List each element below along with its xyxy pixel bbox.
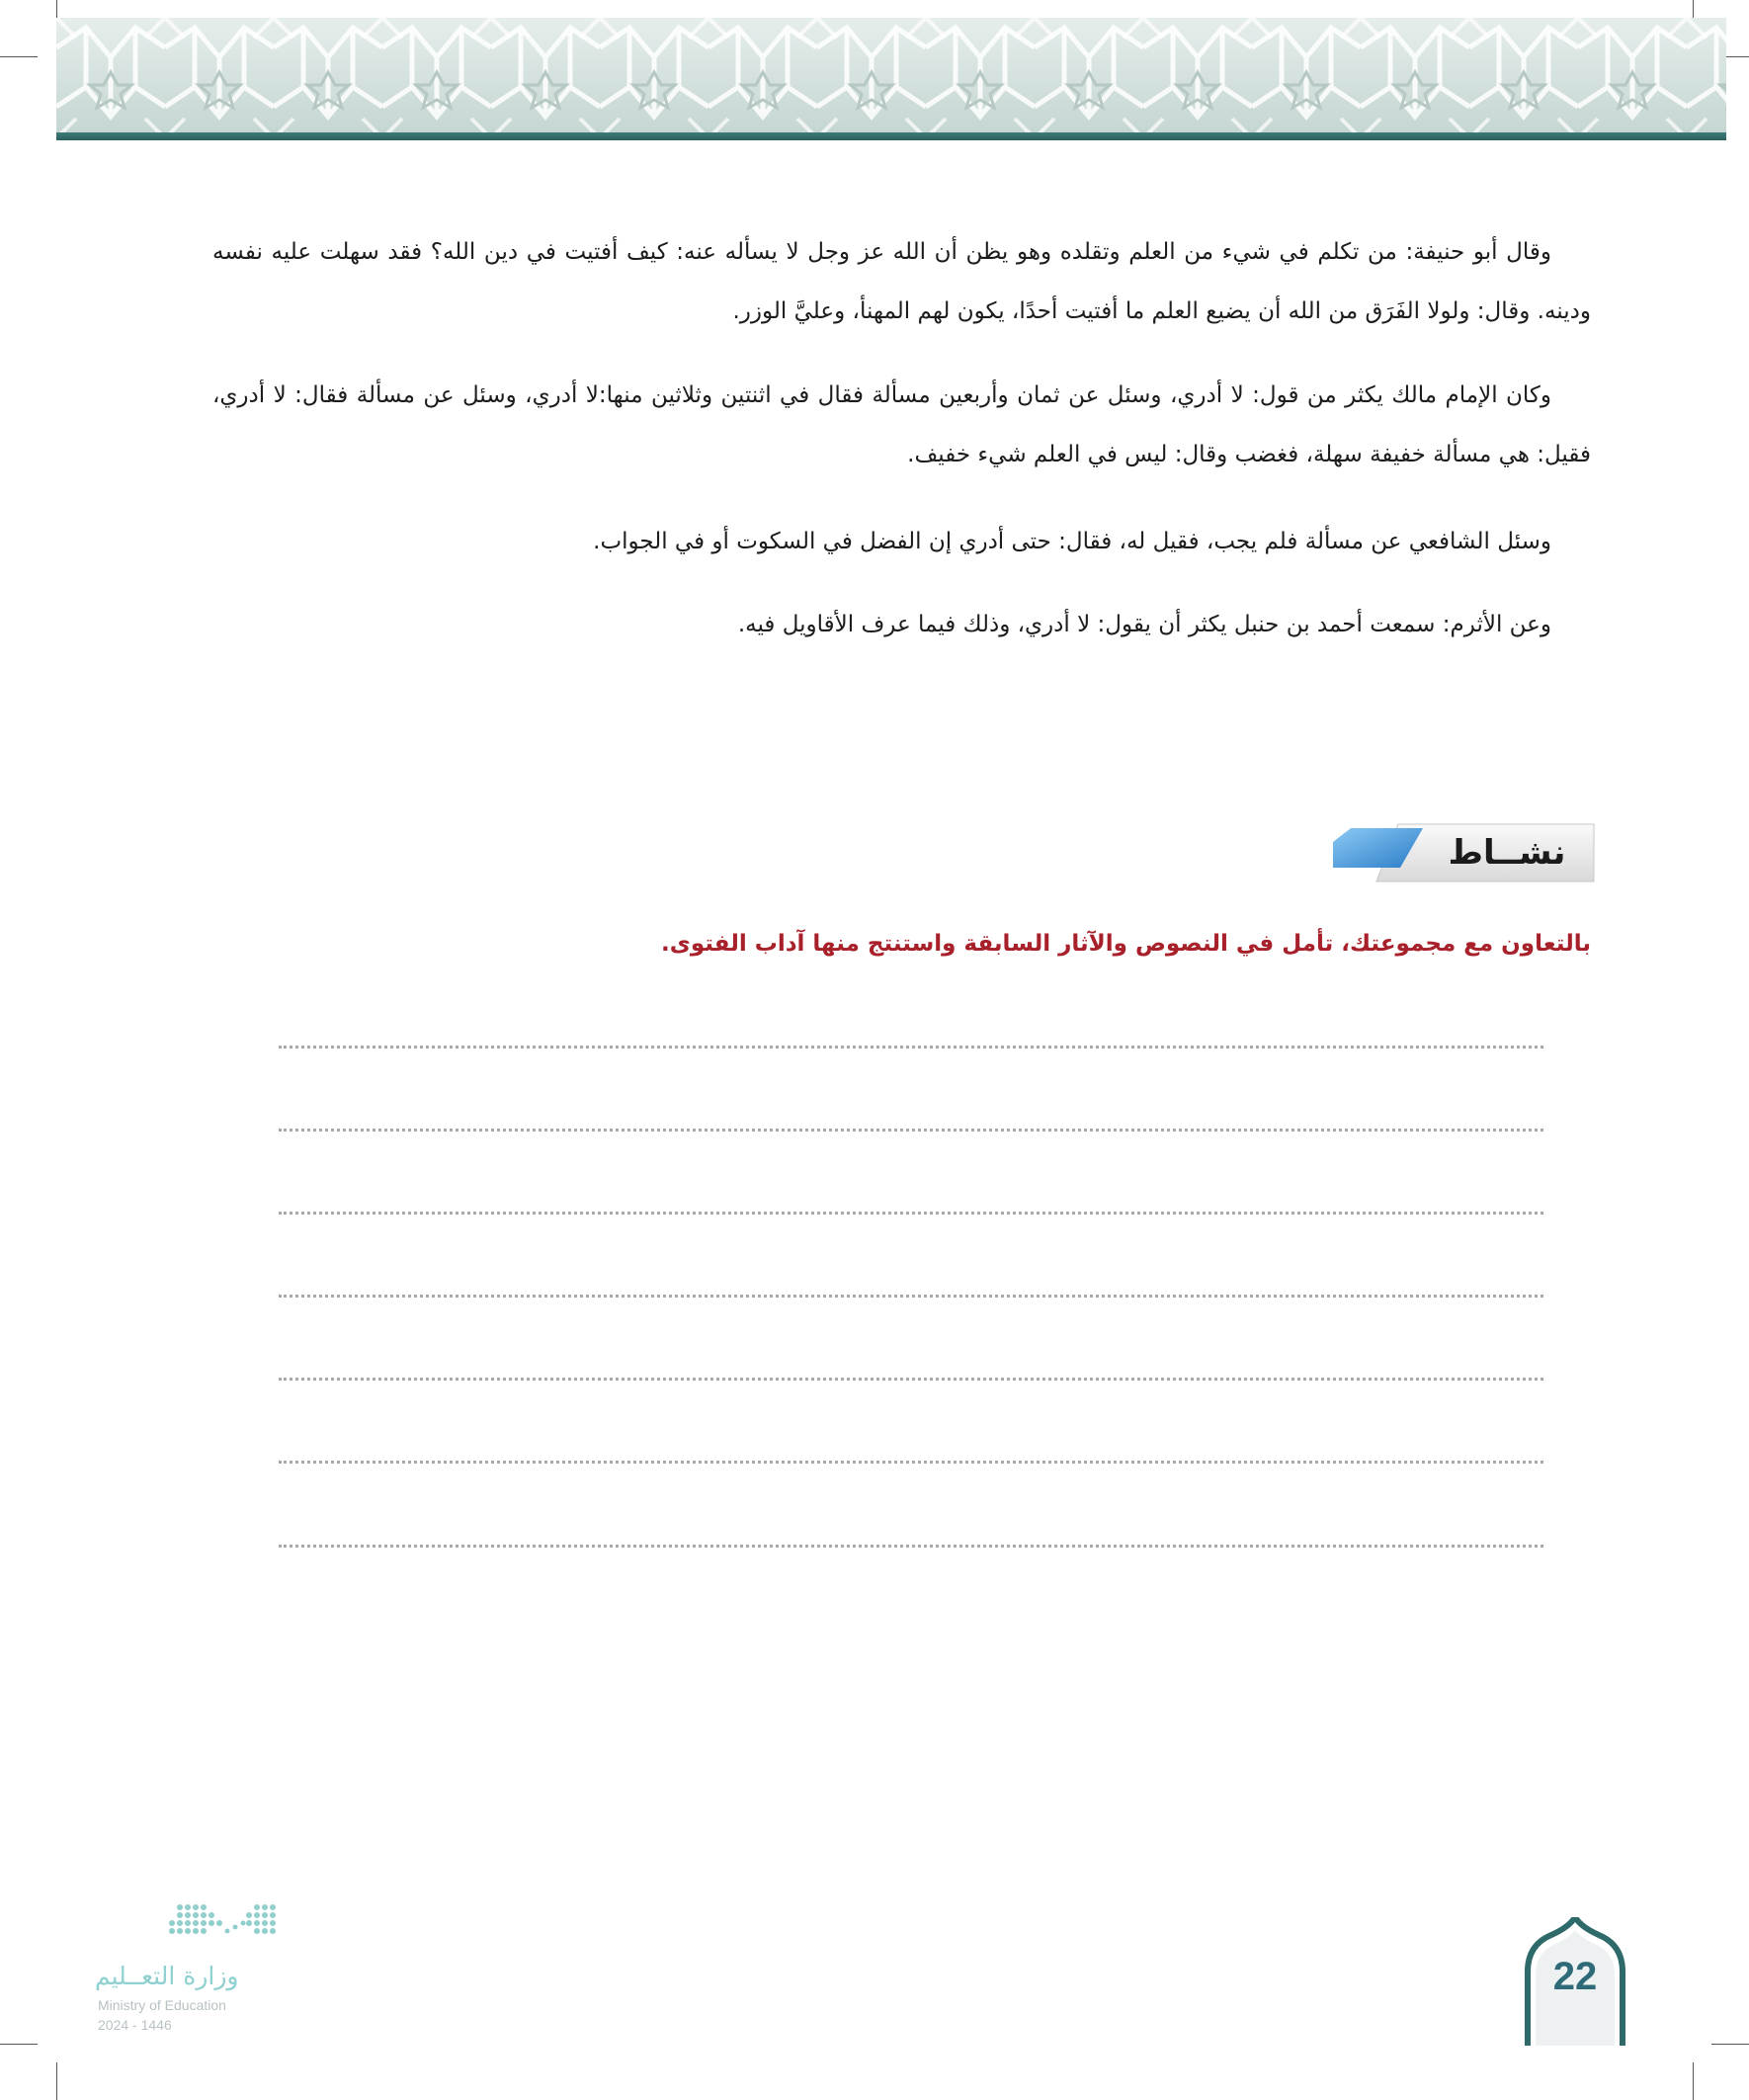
paragraph-text: وسئل الشافعي عن مسألة فلم يجب، فقيل له، فقال: حتى أدري إن الفضل في السكوت أو في الجواب. (593, 529, 1551, 554)
ministry-name-ar: وزارة التعــليم (95, 1962, 239, 1990)
answer-line-2[interactable] (279, 1129, 1543, 1132)
paragraph-abu-hanifa (212, 222, 1591, 341)
crop-mark (0, 56, 38, 57)
answer-line-5[interactable] (279, 1378, 1543, 1381)
paragraph-shafii (212, 512, 1591, 571)
header-ornament (56, 18, 1726, 138)
paragraph-athram (212, 595, 1591, 654)
paragraph-text: وقال أبو حنيفة: من تكلم في شيء من العلم وتقلده وهو يظن أن الله عز وجل لا يسأله عنه: كيف أفتيت في دين الله؟ فقد سهلت عليه نفسه ودينه. وقال: ولولا الفَرَق من الله أن يضيع العلم ما أفتيت أحدًا، يكون لهم المهنأ، وعليَّ الوزر. (212, 239, 1591, 324)
paragraph-text: وعن الأثرم: سمعت أحمد بن حنبل يكثر أن يقول: لا أدري، وذلك فيما عرف الأقاويل فيه. (737, 612, 1551, 637)
crop-mark (0, 2044, 38, 2045)
paragraph-malik (212, 366, 1591, 484)
crop-mark (1693, 2062, 1694, 2100)
activity-title: نشــاط (1448, 833, 1566, 873)
answer-line-6[interactable] (279, 1461, 1543, 1464)
crop-mark (1711, 2044, 1749, 2045)
answer-line-3[interactable] (279, 1212, 1543, 1215)
geometric-pattern-icon (56, 18, 1726, 138)
answer-line-7[interactable] (279, 1545, 1543, 1548)
answer-line-1[interactable] (279, 1046, 1543, 1049)
paragraph-text: وكان الإمام مالك يكثر من قول: لا أدري، وسئل عن ثمان وأربعين مسألة فقال في اثنتين وثلاثين منها:لا أدري، وسئل عن مسألة فقال: لا أدري، فقيل: هي مسألة خفيفة سهلة، فغضب وقال: ليس في العلم شيء خفيف. (212, 382, 1591, 467)
answer-line-4[interactable] (279, 1295, 1543, 1298)
header-rule (56, 132, 1726, 140)
page-number: 22 (1552, 1955, 1598, 1998)
crop-mark (56, 2062, 57, 2100)
edition-year: 2024 - 1446 (98, 2017, 172, 2033)
ministry-name-en: Ministry of Education (98, 1997, 226, 2013)
activity-instruction: بالتعاون مع مجموعتك، تأمل في النصوص والآثار السابقة واستنتج منها آداب الفتوى. (661, 931, 1591, 957)
